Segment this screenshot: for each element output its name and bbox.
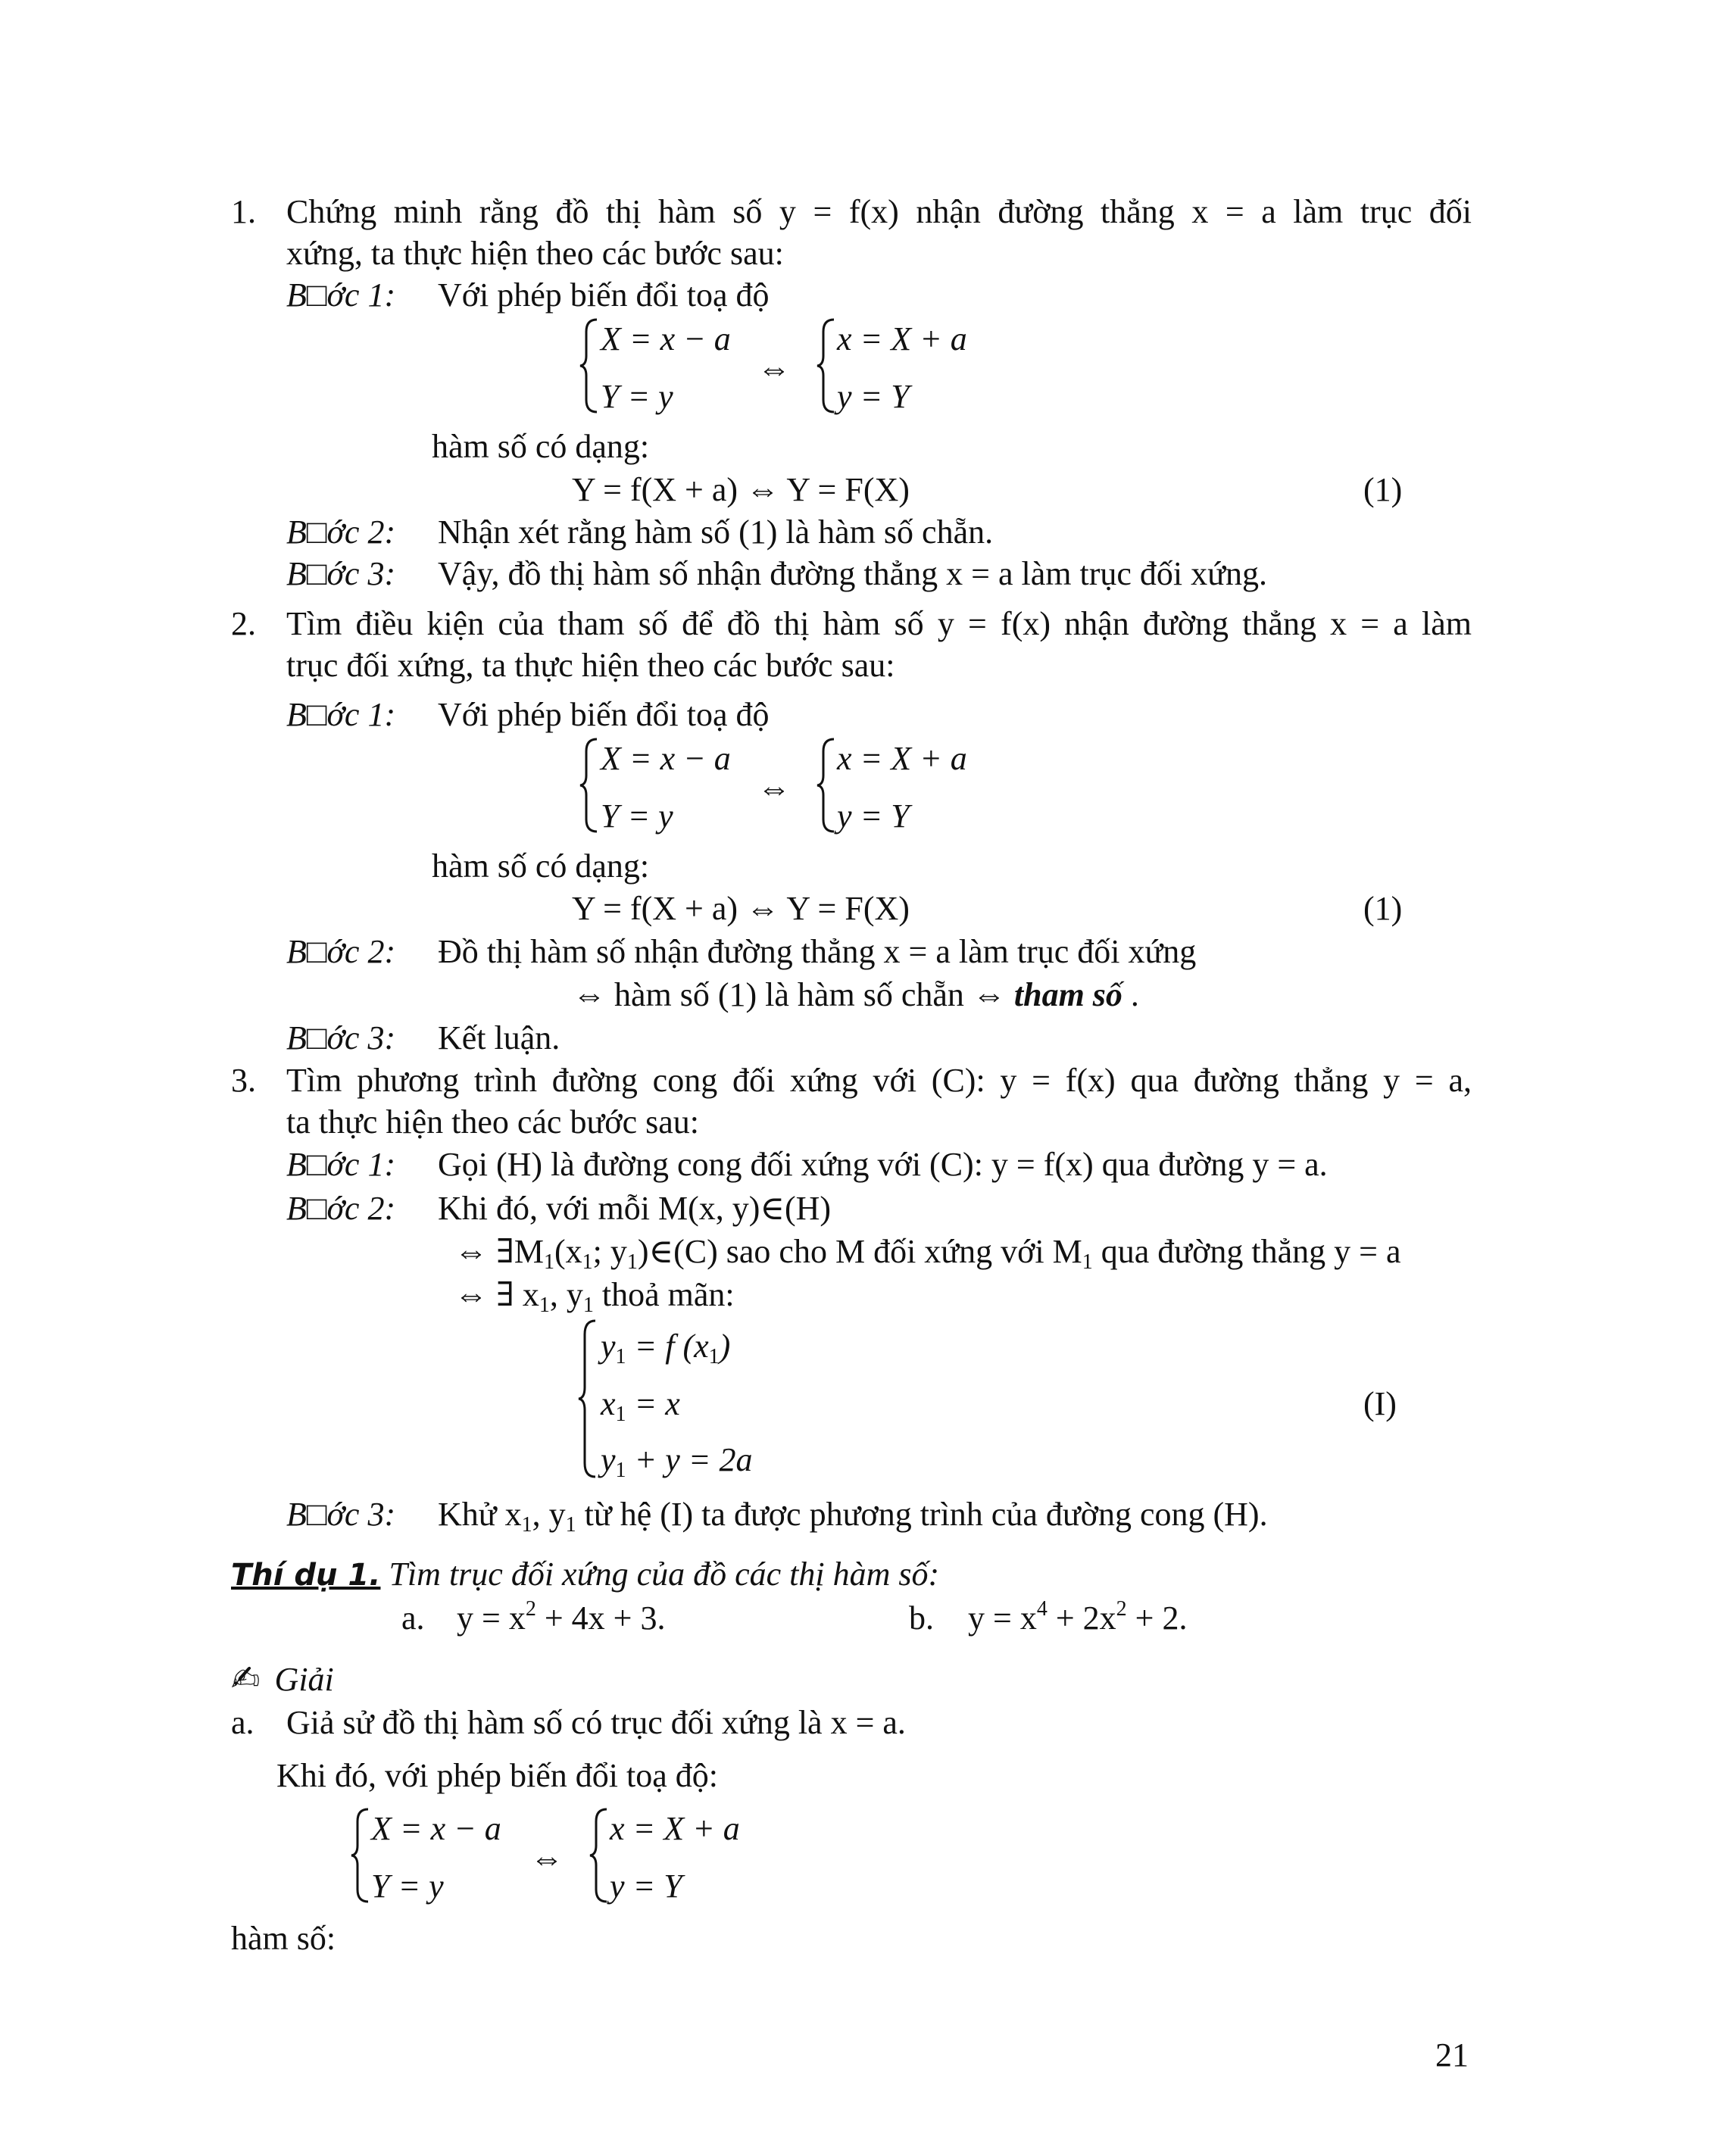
item1-step3-text: Vậy, đồ thị hàm số nhận đường thẳng x = a làm trục đối xứng. bbox=[438, 555, 1267, 592]
item3-step2-line2 bbox=[454, 1233, 1401, 1274]
item1-line1: Chứng minh rằng đồ thị hàm số y = f(x) nhận đường thẳng x = a làm trục đối bbox=[286, 193, 1472, 230]
left-brace bbox=[577, 736, 600, 835]
subscript: 1 bbox=[521, 1513, 532, 1537]
item2-number: 2. bbox=[231, 605, 256, 642]
subscript: 1 bbox=[615, 1403, 626, 1426]
text-run: y = x bbox=[968, 1599, 1037, 1637]
item2-eq-number: (1) bbox=[1363, 890, 1403, 927]
equivalence-arrow: ⇔ bbox=[530, 1840, 564, 1877]
item3-line1: Tìm phương trình đường cong đối xứng với (C): y = f(x) qua đường thẳng y = a, bbox=[286, 1062, 1472, 1099]
left-brace bbox=[348, 1806, 371, 1905]
item3-step1-text: Gọi (H) là đường cong đối xứng với (C): y = f(x) qua đường y = a. bbox=[438, 1146, 1328, 1183]
subscript: 1 bbox=[615, 1345, 626, 1368]
text-run: y bbox=[601, 1328, 616, 1365]
item2-line1: Tìm điều kiện của tham số để đồ thị hàm số y = f(x) nhận đường thẳng x = a làm bbox=[286, 605, 1472, 642]
solution-function: hàm số: bbox=[231, 1920, 336, 1957]
item3-step1-label: B□ớc 1: bbox=[286, 1146, 396, 1183]
text-run: thoả mãn: bbox=[593, 1276, 735, 1313]
item2-line2: trục đối xứng, ta thực hiện theo các bước sau: bbox=[286, 647, 895, 684]
item1-formula: Y = f(X + a) ⇔ Y = F(X) bbox=[572, 471, 910, 508]
item2-step2-line2-pre: ⇔ hàm số (1) là hàm số chẵn ⇔ bbox=[573, 976, 1014, 1013]
system-eq-y: y = Y bbox=[837, 797, 910, 835]
text-run: ; y bbox=[592, 1233, 627, 1270]
example-a-label: a. bbox=[401, 1599, 425, 1637]
subscript: 1 bbox=[544, 1250, 554, 1274]
item2-formula: Y = f(X + a) ⇔ Y = F(X) bbox=[572, 890, 910, 927]
system-eq-sum bbox=[601, 1441, 753, 1482]
text-run: , y bbox=[532, 1496, 566, 1533]
example-heading: Thí dụ 1. bbox=[231, 1558, 381, 1593]
solution-label: Giải bbox=[274, 1661, 334, 1698]
item1-step3-label: B□ớc 3: bbox=[286, 555, 396, 592]
text-run: qua đường thẳng y = a bbox=[1092, 1233, 1401, 1270]
text-run: )∈(C) sao cho M đối xứng với M bbox=[637, 1233, 1082, 1270]
item2-step1-label: B□ớc 1: bbox=[286, 696, 396, 733]
system-eq-Y: Y = y bbox=[601, 378, 673, 415]
text-run: y = x bbox=[457, 1599, 526, 1637]
system-eq-Y: Y = y bbox=[371, 1868, 444, 1905]
subscript: 1 bbox=[582, 1250, 593, 1274]
superscript: 2 bbox=[1116, 1597, 1127, 1621]
example-a-expr bbox=[457, 1597, 666, 1637]
item1-eq-number: (1) bbox=[1363, 471, 1403, 508]
text-run: ⇔ ∃ x bbox=[454, 1276, 539, 1313]
right-system-brace bbox=[587, 1806, 610, 1905]
system-eq-y: y = Y bbox=[837, 378, 910, 415]
text-run: ⇔ ∃M bbox=[454, 1233, 544, 1270]
item1-step2-text: Nhận xét rằng hàm số (1) là hàm số chẵn. bbox=[438, 513, 994, 551]
text-run: + y = 2a bbox=[626, 1441, 753, 1478]
left-brace bbox=[577, 317, 600, 415]
equivalence-arrow: ⇔ bbox=[757, 769, 791, 807]
superscript: 2 bbox=[525, 1597, 536, 1621]
example-b-expr bbox=[968, 1597, 1188, 1637]
item2-step2-line2 bbox=[573, 978, 1139, 1012]
item2-step1-text: Với phép biến đổi toạ độ bbox=[438, 696, 770, 733]
subscript: 1 bbox=[708, 1345, 720, 1368]
right-system-brace bbox=[814, 317, 837, 415]
subscript: 1 bbox=[565, 1513, 576, 1537]
system-eq-y: y = Y bbox=[610, 1868, 682, 1905]
system-eq-Y: Y = y bbox=[601, 797, 673, 835]
item2-step3-label: B□ớc 3: bbox=[286, 1019, 396, 1056]
text-run: , y bbox=[549, 1276, 583, 1313]
text-run: từ hệ (I) ta được phương trình của đường cong (H). bbox=[576, 1496, 1268, 1533]
item1-line2: xứng, ta thực hiện theo các bước sau: bbox=[286, 235, 784, 272]
item2-parameter-emphasis: tham số bbox=[1013, 976, 1122, 1013]
subscript: 1 bbox=[539, 1294, 550, 1317]
item3-step2-line3 bbox=[454, 1276, 735, 1317]
system-eq-x: x = X + a bbox=[610, 1810, 740, 1847]
item1-form-text: hàm số có dạng: bbox=[432, 428, 650, 465]
system-eq-X: X = x − a bbox=[371, 1810, 501, 1847]
item2-step2-label: B□ớc 2: bbox=[286, 933, 396, 970]
right-system-brace bbox=[814, 736, 837, 835]
solution-a-label: a. bbox=[231, 1704, 254, 1741]
text-run: ) bbox=[719, 1328, 731, 1365]
system-eq-x: x = X + a bbox=[837, 320, 967, 357]
system-eq-x: x = X + a bbox=[837, 740, 967, 777]
solution-heading bbox=[231, 1658, 334, 1699]
example-b-label: b. bbox=[909, 1599, 934, 1637]
superscript: 4 bbox=[1036, 1597, 1048, 1621]
item3-step2-label: B□ớc 2: bbox=[286, 1190, 396, 1227]
item2-form-text: hàm số có dạng: bbox=[432, 847, 650, 885]
text-run: = x bbox=[626, 1385, 680, 1422]
item1-step2-label: B□ớc 2: bbox=[286, 513, 396, 551]
solution-then: Khi đó, với phép biến đổi toạ độ: bbox=[276, 1757, 718, 1794]
subscript: 1 bbox=[615, 1459, 626, 1482]
system-eq-X: X = x − a bbox=[601, 740, 731, 777]
item1-step1-label: B□ớc 1: bbox=[286, 276, 396, 314]
left-brace bbox=[576, 1318, 598, 1481]
item2-step2-text: Đồ thị hàm số nhận đường thẳng x = a làm trục đối xứng bbox=[438, 933, 1197, 970]
text-run: (x bbox=[554, 1233, 582, 1270]
example-prompt: Tìm trục đối xứng của đồ các thị hàm số: bbox=[380, 1556, 940, 1593]
system-eq-x1 bbox=[601, 1385, 680, 1426]
text-run: y bbox=[601, 1441, 616, 1478]
page-number: 21 bbox=[1435, 2036, 1469, 2074]
item2-step3-text: Kết luận. bbox=[438, 1019, 560, 1056]
item1-number: 1. bbox=[231, 193, 256, 230]
item1-step1-text: Với phép biến đổi toạ độ bbox=[438, 276, 770, 314]
system-eq-X: X = x − a bbox=[601, 320, 731, 357]
pencil-icon: ✍ bbox=[231, 1658, 261, 1699]
item2-step2-line2-post: . bbox=[1122, 976, 1139, 1013]
subscript: 1 bbox=[1082, 1250, 1093, 1274]
item3-number: 3. bbox=[231, 1062, 256, 1099]
subscript: 1 bbox=[582, 1294, 594, 1317]
text-run: + 4x + 3. bbox=[535, 1599, 666, 1637]
item3-step2-text: Khi đó, với mỗi M(x, y)∈(H) bbox=[438, 1190, 832, 1227]
item3-line2: ta thực hiện theo các bước sau: bbox=[286, 1103, 699, 1141]
solution-a-text: Giả sử đồ thị hàm số có trục đối xứng là x = a. bbox=[286, 1704, 906, 1741]
item3-step3-text bbox=[438, 1496, 1268, 1537]
text-run: x bbox=[601, 1385, 616, 1422]
system-eq-y1 bbox=[601, 1328, 731, 1368]
item3-step3-label: B□ớc 3: bbox=[286, 1496, 396, 1533]
system-label-I: (I) bbox=[1363, 1385, 1397, 1422]
text-run: + 2x bbox=[1047, 1599, 1116, 1637]
subscript: 1 bbox=[626, 1250, 638, 1274]
text-run: + 2. bbox=[1126, 1599, 1188, 1637]
equivalence-arrow: ⇔ bbox=[757, 350, 791, 387]
text-run: = f (x bbox=[626, 1328, 709, 1365]
example-heading-line bbox=[231, 1558, 939, 1591]
text-run: Khử x bbox=[438, 1496, 522, 1533]
